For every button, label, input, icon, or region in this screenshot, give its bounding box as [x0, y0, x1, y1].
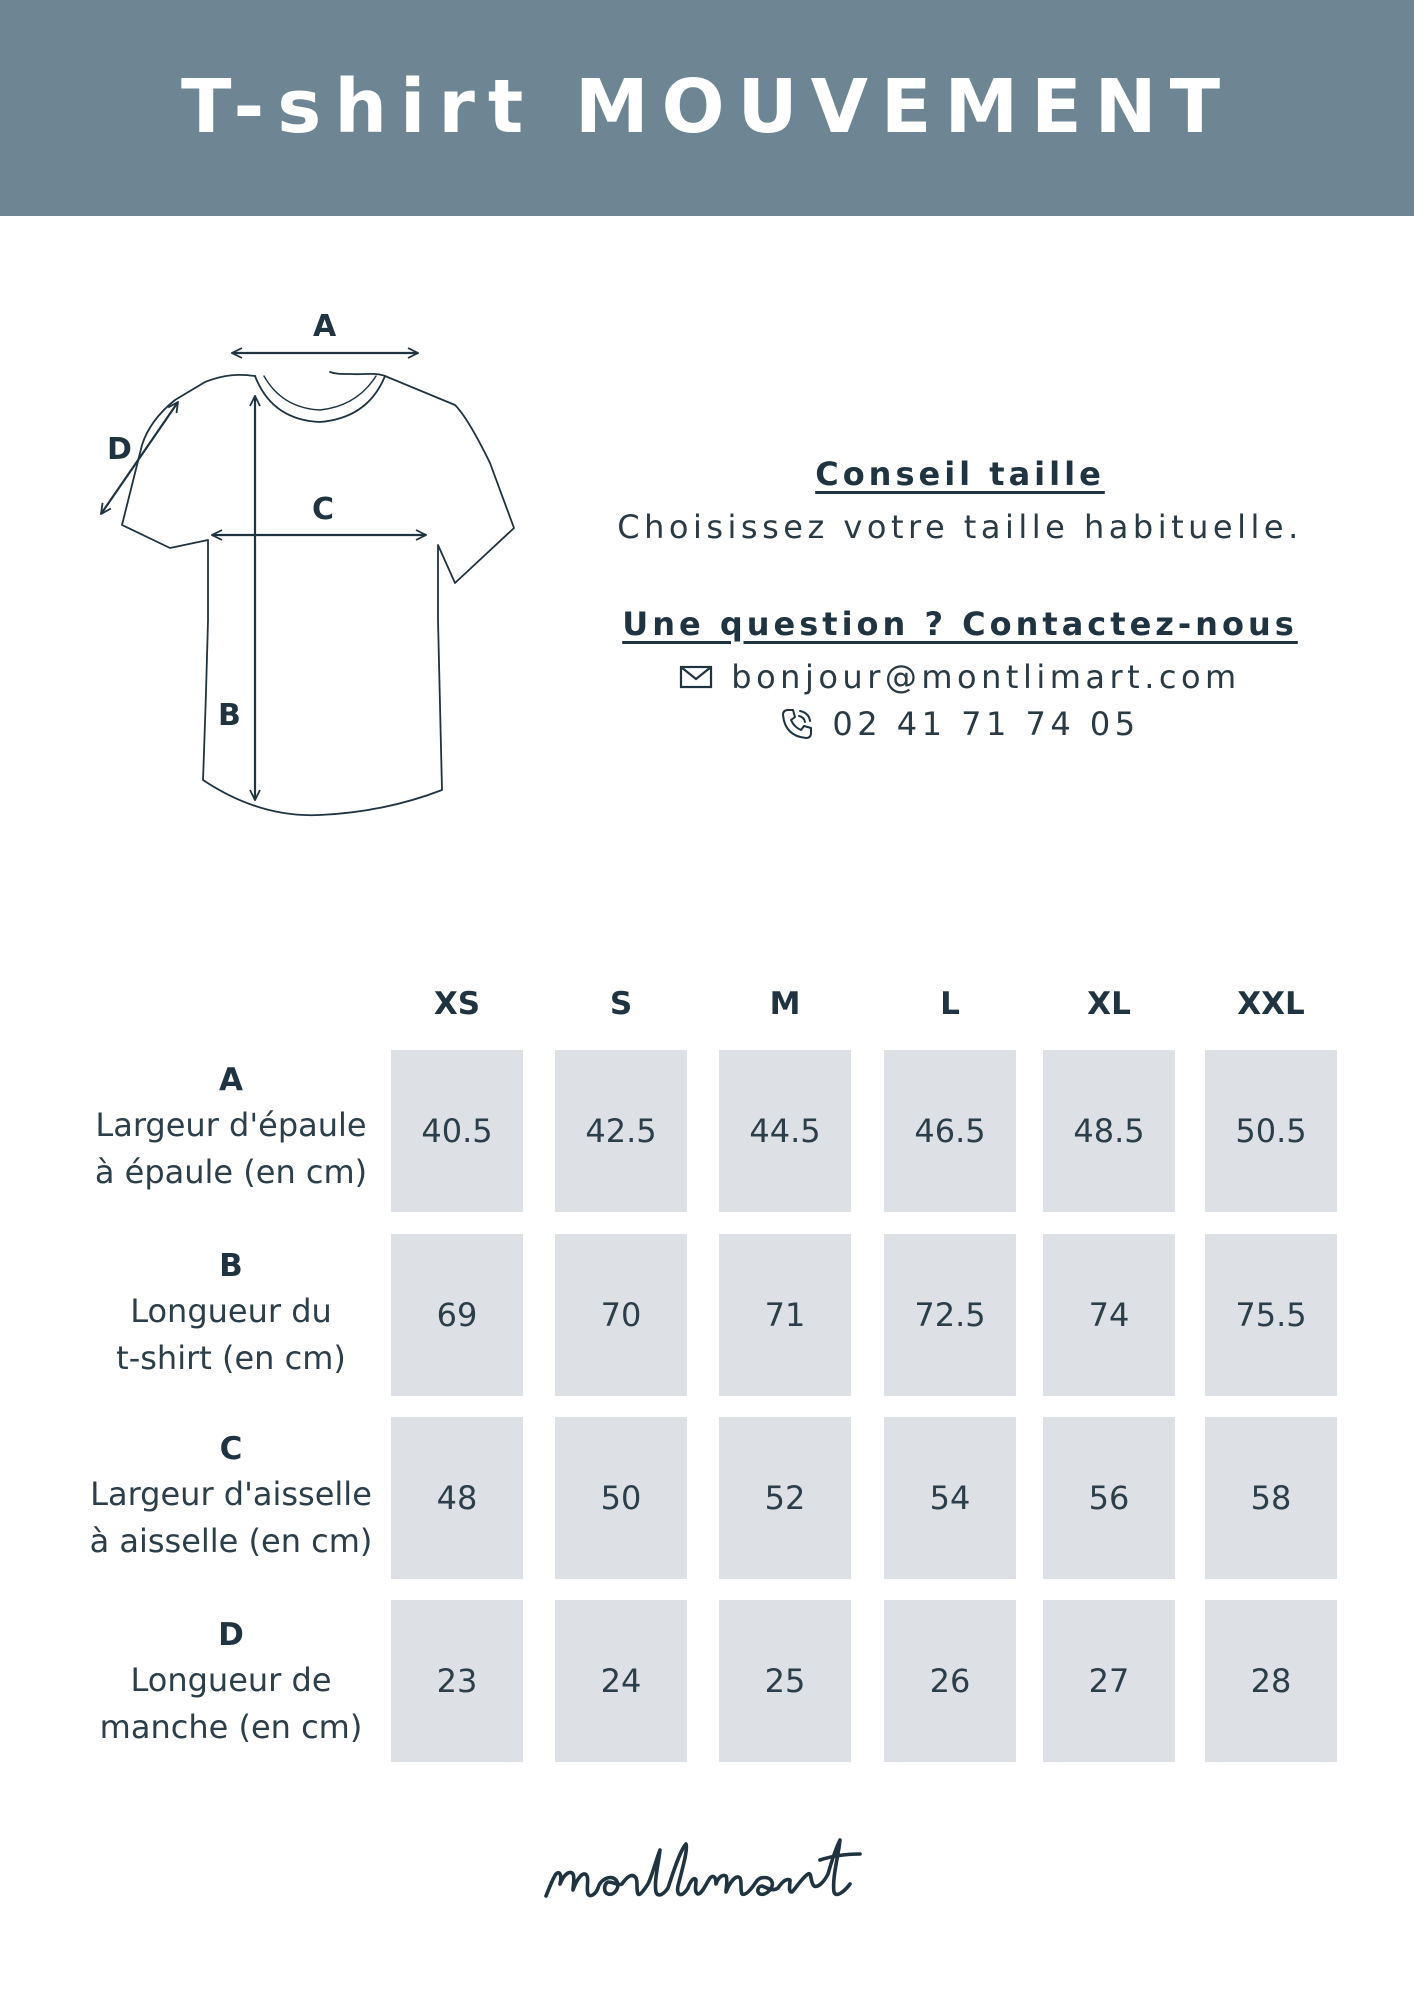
row-label-b [66, 1244, 396, 1382]
size-cell: 72.5 [884, 1234, 1016, 1396]
row-label-c [66, 1427, 396, 1565]
size-cell: 42.5 [555, 1050, 687, 1212]
size-header-l: L [940, 986, 960, 1022]
size-cell: 24 [555, 1600, 687, 1762]
contact-phone[interactable]: 02 41 71 74 05 [832, 705, 1140, 743]
size-header-xxl: XXL [1237, 986, 1305, 1022]
row-letter: B [219, 1248, 243, 1284]
size-header-xs: XS [433, 986, 481, 1022]
row-letter: A [219, 1062, 243, 1098]
size-cell: 23 [391, 1600, 523, 1762]
diagram-label-c: C [312, 492, 335, 527]
size-cell: 70 [555, 1234, 687, 1396]
size-header-s: S [609, 986, 633, 1022]
contact-phone-line[interactable] [580, 705, 1340, 743]
size-cell: 50.5 [1205, 1050, 1337, 1212]
size-cell: 44.5 [719, 1050, 851, 1212]
contact-email[interactable]: bonjour@montlimart.com [731, 658, 1241, 696]
row-label-a [66, 1058, 396, 1196]
size-cell: 26 [884, 1600, 1016, 1762]
size-cell: 75.5 [1205, 1234, 1337, 1396]
size-cell: 56 [1043, 1417, 1175, 1579]
contact-heading: Une question ? Contactez-nous [622, 605, 1298, 643]
size-cell: 50 [555, 1417, 687, 1579]
tshirt-outline [122, 372, 514, 815]
advice-text: Choisissez votre taille habituelle. [617, 508, 1303, 546]
row-letter: D [218, 1617, 244, 1653]
size-cell: 25 [719, 1600, 851, 1762]
row-label-line: Longueur du [130, 1292, 332, 1330]
tshirt-collar [255, 376, 385, 422]
size-header-m: M [769, 986, 801, 1022]
size-cell: 74 [1043, 1234, 1175, 1396]
diagram-label-a: A [313, 309, 337, 344]
diagram-label-d: D [107, 432, 132, 467]
row-label-line: Largeur d'épaule [95, 1106, 367, 1144]
brand-logo [540, 1830, 880, 1910]
size-cell: 69 [391, 1234, 523, 1396]
row-label-line: Largeur d'aisselle [90, 1475, 372, 1513]
row-label-line: t-shirt (en cm) [116, 1339, 346, 1377]
size-header-xl: XL [1087, 986, 1131, 1022]
envelope-icon [679, 664, 713, 690]
size-cell: 48 [391, 1417, 523, 1579]
row-letter: C [219, 1431, 243, 1467]
advice-heading: Conseil taille [815, 455, 1105, 493]
row-label-line: manche (en cm) [99, 1708, 363, 1746]
size-cell: 54 [884, 1417, 1016, 1579]
header-banner [0, 0, 1414, 216]
contact-email-line[interactable] [580, 658, 1340, 696]
row-label-line: Longueur de [130, 1661, 332, 1699]
row-label-line: à aisselle (en cm) [89, 1522, 373, 1560]
row-label-line: à épaule (en cm) [94, 1153, 368, 1191]
size-cell: 28 [1205, 1600, 1337, 1762]
size-cell: 52 [719, 1417, 851, 1579]
size-cell: 46.5 [884, 1050, 1016, 1212]
diagram-label-b: B [218, 698, 241, 733]
size-cell: 58 [1205, 1417, 1337, 1579]
size-cell: 71 [719, 1234, 851, 1396]
tshirt-diagram [0, 280, 560, 840]
row-label-d [66, 1613, 396, 1751]
size-cell: 48.5 [1043, 1050, 1175, 1212]
page-title: T-shirt MOUVEMENT [180, 64, 1234, 150]
size-cell: 40.5 [391, 1050, 523, 1212]
size-cell: 27 [1043, 1600, 1175, 1762]
phone-icon [780, 707, 814, 741]
